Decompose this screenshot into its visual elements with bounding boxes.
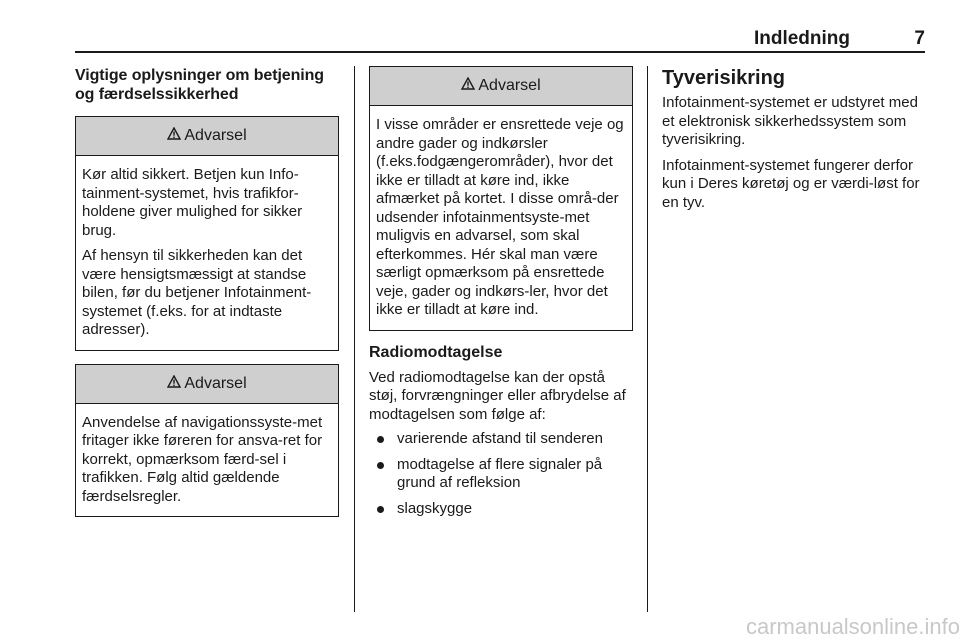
list-item: [369, 500, 633, 519]
list-item-text: slagskygge: [397, 499, 473, 517]
watermark: carmanualsonline.info: [745, 614, 960, 639]
header-rule: [75, 51, 925, 53]
warning-box: [369, 66, 633, 331]
list-item-text: varierende afstand til senderen: [397, 430, 603, 447]
section-heading-radio: Radiomodtagelse: [369, 343, 503, 361]
list-item: [369, 456, 633, 493]
column-3: [662, 66, 927, 212]
section-heading-theft: Tyverisikring: [662, 67, 786, 89]
warning-triangle-icon: [461, 77, 475, 95]
section-heading-safety: Vigtige oplysninger om betjening og færdselssikkerhed: [75, 67, 324, 103]
list-item-text: modtagelse af flere signaler på grund af refleksion: [397, 455, 603, 491]
page-header: [75, 28, 925, 50]
column-divider: [647, 66, 648, 612]
chapter-title: Indledning: [753, 28, 850, 49]
bullet-icon: [377, 436, 384, 443]
theft-paragraph: Infotainment-systemet er udstyret med et elektronisk sikkerhedssystem som tyverisikring.: [662, 94, 918, 148]
warning-title: Advarsel: [184, 374, 247, 392]
warning-triangle-icon: [167, 375, 181, 393]
column-1: [75, 66, 339, 517]
column-2: [369, 66, 633, 525]
column-divider: [354, 66, 355, 612]
warning-text: Anvendelse af navigationssyste-met fritager ikke føreren for ansva-ret for korrekt, opmærksom færd-sel i trafikken. Følg altid gældende færdselsregler.: [82, 413, 323, 505]
radio-intro: Ved radiomodtagelse kan der opstå støj, forvrængninger eller afbrydelse af modtagelsen som følge af:: [369, 368, 626, 423]
list-item: [369, 430, 633, 449]
warning-text: Kør altid sikkert. Betjen kun Info-tainment-systemet, hvis trafikfor-holdene giver mulighed for sikker brug.: [82, 166, 303, 239]
warning-header: [76, 365, 338, 404]
warning-triangle-icon: [167, 127, 181, 145]
warning-title: Advarsel: [184, 127, 247, 144]
warning-header: [370, 67, 632, 106]
warning-box: [75, 364, 339, 518]
warning-title: Advarsel: [478, 77, 541, 94]
theft-paragraph: Infotainment-systemet fungerer derfor kun i Deres køretøj og er værdi-løst for en tyv.: [662, 156, 920, 211]
bullet-icon: [377, 462, 384, 469]
warning-box: [75, 116, 339, 351]
bullet-icon: [377, 506, 384, 513]
warning-header: [76, 117, 338, 156]
page-number: 7: [914, 28, 925, 49]
warning-text: Af hensyn til sikkerheden kan det være hensigtsmæssigt at standse bilen, før du betjener Infotainment-systemet (f.eks. for at indtaste adresser).: [82, 247, 312, 338]
warning-text: I visse områder er ensrettede veje og andre gader og indkørsler (f.eks.fodgængerområder), hvor det ikke er tilladt at køre ind, ikke afmærket på kortet. I disse områ-der udsender infotainmentsyste-met muligvis en advarsel, som skal efterkommes. Hér skal man være særligt opmærksom på ensrettede veje, gader og indkørs-ler, hvor det ikke er tilladt at køre ind.: [376, 116, 624, 318]
bullet-list: [369, 430, 633, 518]
